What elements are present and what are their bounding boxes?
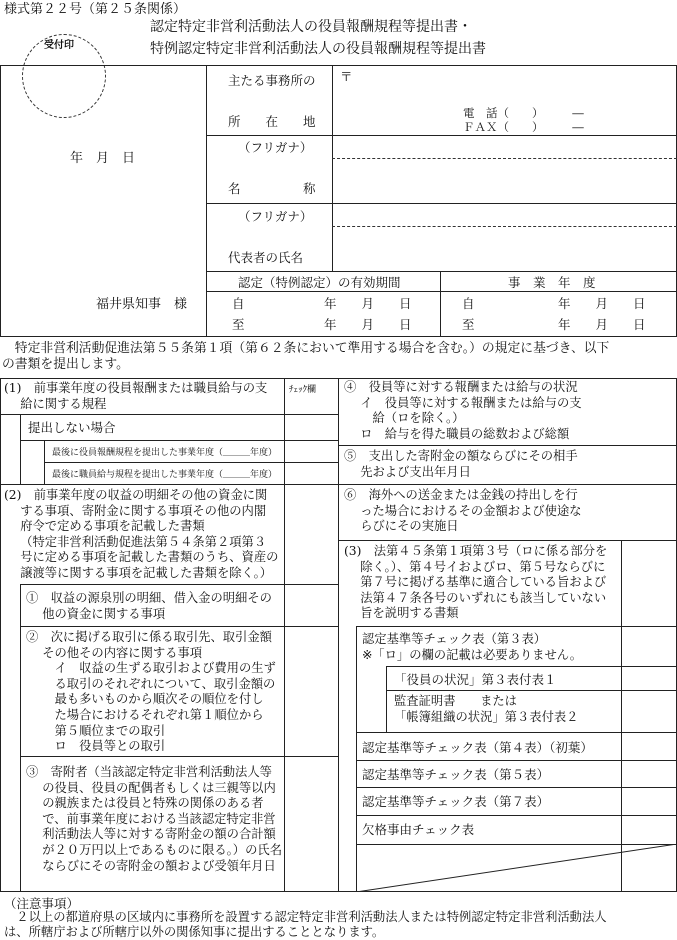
submission-date: 年 月 日 bbox=[70, 151, 136, 166]
rep-furigana-label: （フリガナ） bbox=[238, 209, 313, 224]
fiscal-from-label: 自 bbox=[462, 296, 475, 311]
checklist-table7: 認定基準等チェック表（第７表） bbox=[362, 794, 550, 809]
officer-status-attachment: 「役員の状況」第３表付表１ bbox=[394, 672, 557, 687]
blank-cell-diagonal bbox=[356, 844, 677, 892]
validity-to-label: 至 bbox=[232, 317, 245, 332]
rep-name-label: 代表者の氏名 bbox=[228, 250, 304, 265]
name-furigana-label: （フリガナ） bbox=[238, 140, 313, 155]
sub1-revenue-breakdown: ① 収益の源泉別の明細、借入金の明細その 他の資金に関する事項 bbox=[26, 591, 272, 621]
last-staff-pay-year: 最後に職員給与規程を提出した事業年度（＿＿＿年度） bbox=[52, 470, 278, 480]
fiscal-from-date: 年 月 日 bbox=[558, 296, 646, 311]
fiscal-to-date: 年 月 日 bbox=[558, 317, 646, 332]
office-label-top: 主たる事務所の bbox=[228, 73, 316, 88]
postal-mark: 〒 bbox=[340, 69, 353, 84]
audit-or-books-attachment: 監査証明書 または 「帳簿組織の状況」第３表付表２ bbox=[394, 694, 579, 724]
notes-body: ２以上の都道府県の区域内に事務所を設置する認定特定非営利活動法人または特例認定特定非営利活動法人 は、所轄庁および所轄庁以外の関係知事に提出することとなります。 bbox=[4, 910, 607, 939]
form-title-line1: 認定特定非営利活動法人の役員報酬規程等提出書・ bbox=[150, 19, 472, 35]
checklist-table4: 認定基準等チェック表（第４表）（初葉） bbox=[362, 740, 593, 755]
no-submission-label: 提出しない場合 bbox=[28, 420, 116, 435]
validity-period-header: 認定（特例認定）の有効期間 bbox=[238, 275, 401, 290]
name-label: 名 称 bbox=[228, 181, 316, 196]
sub2-transactions: ② 次に掲げる取引に係る取引先、取引金額 その他その内容に関する事項 イ 収益の生ずる取引および費用の生ず る取引のそれぞれについて、取引金額の 最も多いものから順次その順位を付し た場合におけるそれぞれ第１順位から 第５順位までの取引 ロ 役員等との取引 bbox=[26, 630, 276, 754]
fax-field: ＦＡＸ（ ） ― bbox=[463, 120, 584, 134]
fiscal-year-header: 事 業 年 度 bbox=[508, 275, 596, 290]
sub6-overseas-remittance: ⑥ 海外への送金または金銭の持出しを行 った場合におけるその金額および使途な らびにその実施日 bbox=[344, 488, 582, 534]
form-title-line2: 特例認定特定非営利活動法人の役員報酬規程等提出書 bbox=[150, 41, 486, 57]
intro-paragraph: 特定非営利活動促進法第５５条第１項（第６２条において準用する場合を含む。）の規定に基づき、以下 の書類を提出します。 bbox=[2, 341, 610, 372]
item3-compliance-docs: (3) 法第４５条第１項第３号（ロに係る部分を 除く。）、第４号イおよびロ、第５号ならびに 第７号に掲げる基準に適合している旨および 法第４７条各号のいずれにも該当していない 旨を説明する書類 bbox=[344, 544, 608, 621]
validity-from-label: 自 bbox=[232, 296, 245, 311]
item1-officer-pay-rules: (1) 前事業年度の役員報酬または職員給与の支 給に関する規程 bbox=[4, 381, 268, 411]
addressee: 福井県知事 様 bbox=[96, 297, 188, 312]
sub3-donors: ③ 寄附者（当該認定特定非営利活動法人等 の役員、役員の配偶者もしくは三親等以内 の親族または役員と特殊の関係のある者 で、前事業年度における当該認定特定非営 利活動法人等に対する寄附金の額の合計額 が２０万円以上であるものに限る。）の氏名 ならびにその寄附金の額および受領年月日 bbox=[26, 765, 282, 873]
checklist-table3: 認定基準等チェック表（第３表） ※「ロ」の欄の記載は必要ありません。 bbox=[362, 632, 583, 662]
validity-to-date: 年 月 日 bbox=[324, 317, 412, 332]
phone-field: 電 話（ ） ― bbox=[463, 106, 584, 120]
office-label-bottom: 所 在 地 bbox=[228, 114, 316, 129]
notes-heading: （注意事項） bbox=[4, 896, 80, 911]
check-column-header: ﾁｪｯｸ欄 bbox=[289, 385, 317, 395]
checklist-table5: 認定基準等チェック表（第５表） bbox=[362, 767, 550, 782]
fiscal-to-label: 至 bbox=[462, 317, 475, 332]
sub4-officer-remuneration: ④ 役員等に対する報酬または給与の状況 イ 役員等に対する報酬または給与の支 給（ロを除く。） ロ 給与を得た職員の総数および総額 bbox=[344, 380, 582, 441]
sub5-donations-paid: ⑤ 支出した寄附金の額ならびにその相手 先および支出年月日 bbox=[344, 449, 578, 479]
validity-from-date: 年 月 日 bbox=[324, 296, 412, 311]
disqualification-checklist: 欠格事由チェック表 bbox=[362, 822, 475, 837]
last-exec-pay-year: 最後に役員報酬規程を提出した事業年度（＿＿＿年度） bbox=[52, 448, 278, 458]
form-number: 様式第２２号（第２５条関係） bbox=[4, 2, 187, 17]
item2-financial-details: (2) 前事業年度の収益の明細その他の資金に関 する事項、寄附金に関する事項その他の内閣 府令で定める事項を記載した書類 （特定非営利活動促進法第５４条第２項第３ 号に定める事項を記載した書類のうち、資産の 譲渡等に関する事項を記載した書類を除く。） bbox=[4, 488, 279, 580]
reception-stamp-label: 受付印 bbox=[44, 40, 74, 51]
